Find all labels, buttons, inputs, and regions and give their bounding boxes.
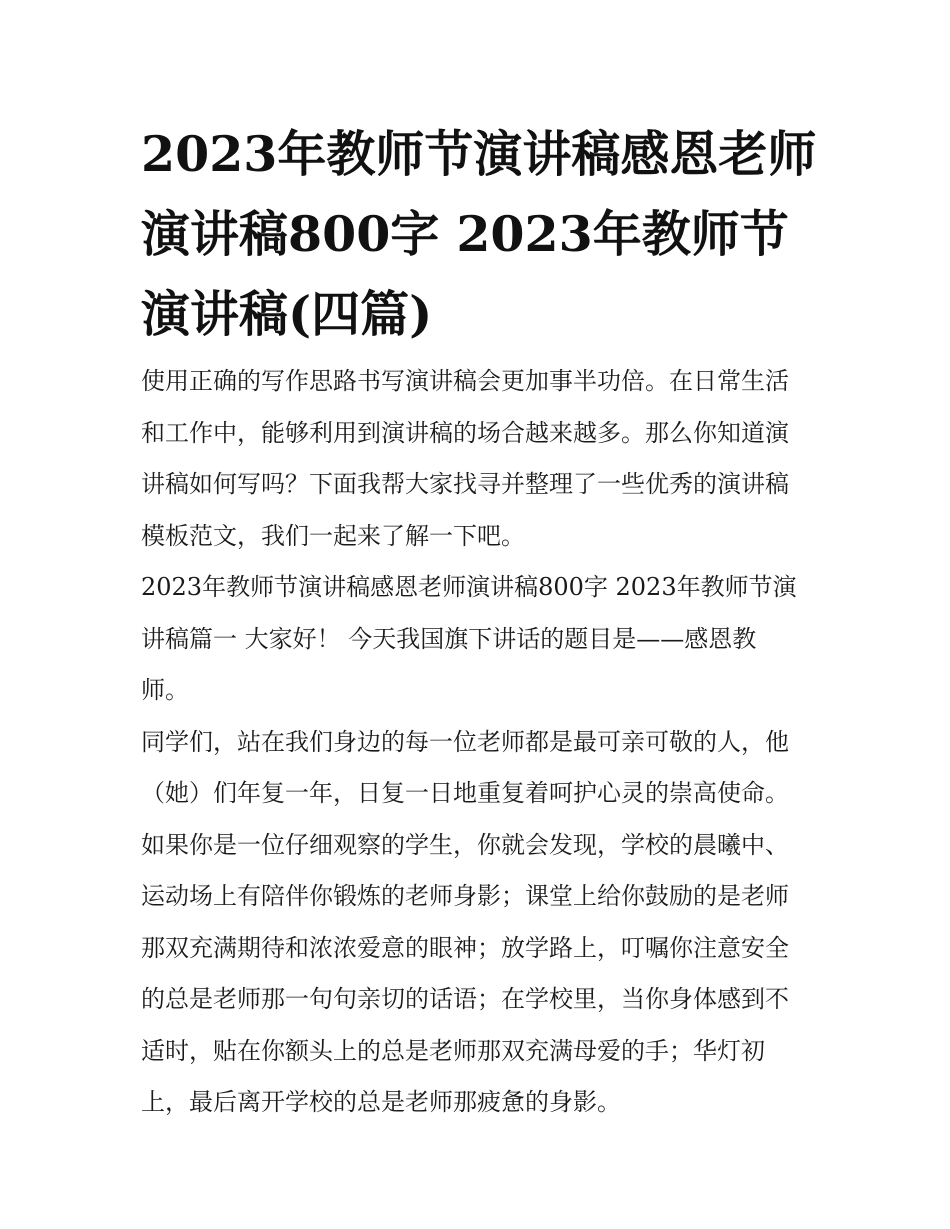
- body-line: 2023年教师节演讲稿感恩老师演讲稿800字 2023年教师节演: [141, 573, 797, 601]
- title-line: 2023年教师节演讲稿感恩老师: [141, 125, 817, 183]
- body-line: 适时，贴在你额头上的总是老师那双充满母爱的手；华灯初: [141, 1036, 765, 1065]
- body-line: 模板范文，我们一起来了解一下吧。: [141, 521, 525, 550]
- document-body: [141, 356, 821, 1129]
- body-line: 讲稿如何写吗？下面我帮大家找寻并整理了一些优秀的演讲稿: [141, 470, 789, 498]
- title-line: 演讲稿(四篇): [141, 285, 433, 343]
- body-line: 和工作中，能够利用到演讲稿的场合越来越多。那么你知道演: [141, 418, 789, 447]
- body-line: 师。: [141, 676, 189, 704]
- body-line: 运动场上有陪伴你锻炼的老师身影；课堂上给你鼓励的是老师: [141, 882, 789, 910]
- body-line: 同学们，站在我们身边的每一位老师都是最可亲可敬的人，他: [141, 727, 789, 756]
- document-title: [141, 114, 821, 354]
- body-line: 使用正确的写作思路书写演讲稿会更加事半功倍。在日常生活: [141, 367, 789, 395]
- body-line: （她）们年复一年，日复一日地重复着呵护心灵的崇高使命。: [141, 779, 789, 807]
- title-line: 演讲稿800字 2023年教师节: [141, 205, 789, 263]
- body-line: 上，最后离开学校的总是老师那疲惫的身影。: [141, 1088, 621, 1116]
- body-line: 如果你是一位仔细观察的学生，你就会发现，学校的晨曦中、: [141, 830, 789, 859]
- body-line: 讲稿篇一 大家好！ 今天我国旗下讲话的题目是——感恩教: [141, 624, 757, 653]
- body-line: 那双充满期待和浓浓爱意的眼神；放学路上，叮嘱你注意安全: [141, 933, 789, 962]
- body-line: 的总是老师那一句句亲切的话语；在学校里，当你身体感到不: [141, 985, 789, 1013]
